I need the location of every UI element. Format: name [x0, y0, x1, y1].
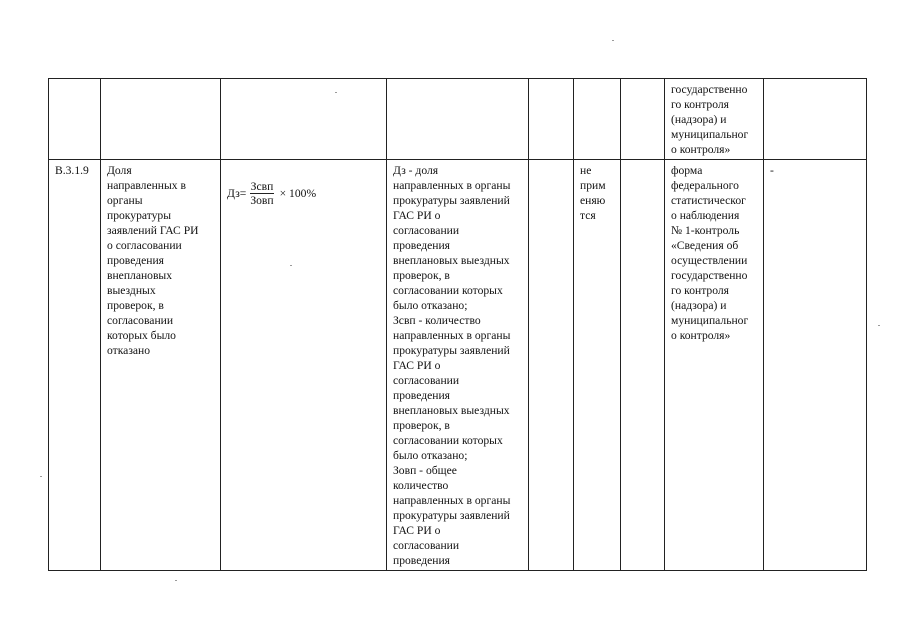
- cell-col6-empty: [574, 79, 621, 160]
- cell-formula-empty: [221, 79, 387, 160]
- cell-data-source: форма федерального статистическог о наблюдения № 1-контроль «Сведения об осуществлении государственно го контроля (надзора) и муниципальног о контроля»: [665, 160, 764, 571]
- formula-equals: =: [239, 187, 247, 200]
- scan-speck: [878, 325, 880, 326]
- cell-indicator-name: Доля направленных в органы прокуратуры заявлений ГАС РИ о согласовании проведения внеплановых выездных проверок, в согласовании которых было отказано: [101, 160, 221, 571]
- formula-multiplier: × 100%: [279, 187, 317, 200]
- scan-speck: [612, 40, 614, 41]
- cell-col7: [621, 160, 665, 571]
- formula-numerator: Зсвп: [250, 180, 274, 193]
- cell-last: -: [764, 160, 867, 571]
- cell-col5-empty: [529, 79, 574, 160]
- cell-applicability: не прим еняю тся: [574, 160, 621, 571]
- formula-lhs: Дз: [227, 187, 240, 200]
- formula: [227, 180, 316, 207]
- cell-source-continuation: государственно го контроля (надзора) и муниципальног о контроля»: [665, 79, 764, 160]
- cell-col5: [529, 160, 574, 571]
- cell-indicator-code: В.3.1.9: [49, 160, 101, 571]
- scan-speck: [290, 265, 292, 266]
- table-row-continuation: [49, 79, 867, 160]
- cell-name-empty: [101, 79, 221, 160]
- indicator-table: [48, 78, 867, 571]
- formula-fraction: [249, 180, 274, 207]
- cell-last-empty: [764, 79, 867, 160]
- cell-col7-empty: [621, 79, 665, 160]
- cell-indicator-description: Дз - доля направленных в органы прокуратуры заявлений ГАС РИ о согласовании проведения внеплановых выездных проверок, в согласовании которых было отказано; Зсвп - количество направленных в органы прокуратуры заявлений ГАС РИ о согласовании проведения внеплановых выездных проверок, в согласовании которых было отказано; Зовп - общее количество направленных в органы прокуратуры заявлений ГАС РИ о согласовании проведения: [387, 160, 529, 571]
- formula-denominator: Зовп: [250, 194, 274, 207]
- cell-code-empty: [49, 79, 101, 160]
- cell-indicator-formula: [221, 160, 387, 571]
- scan-speck: [40, 476, 42, 477]
- scan-speck: [335, 92, 337, 93]
- scan-speck: [175, 580, 177, 581]
- table-row-indicator: [49, 160, 867, 571]
- cell-description-empty: [387, 79, 529, 160]
